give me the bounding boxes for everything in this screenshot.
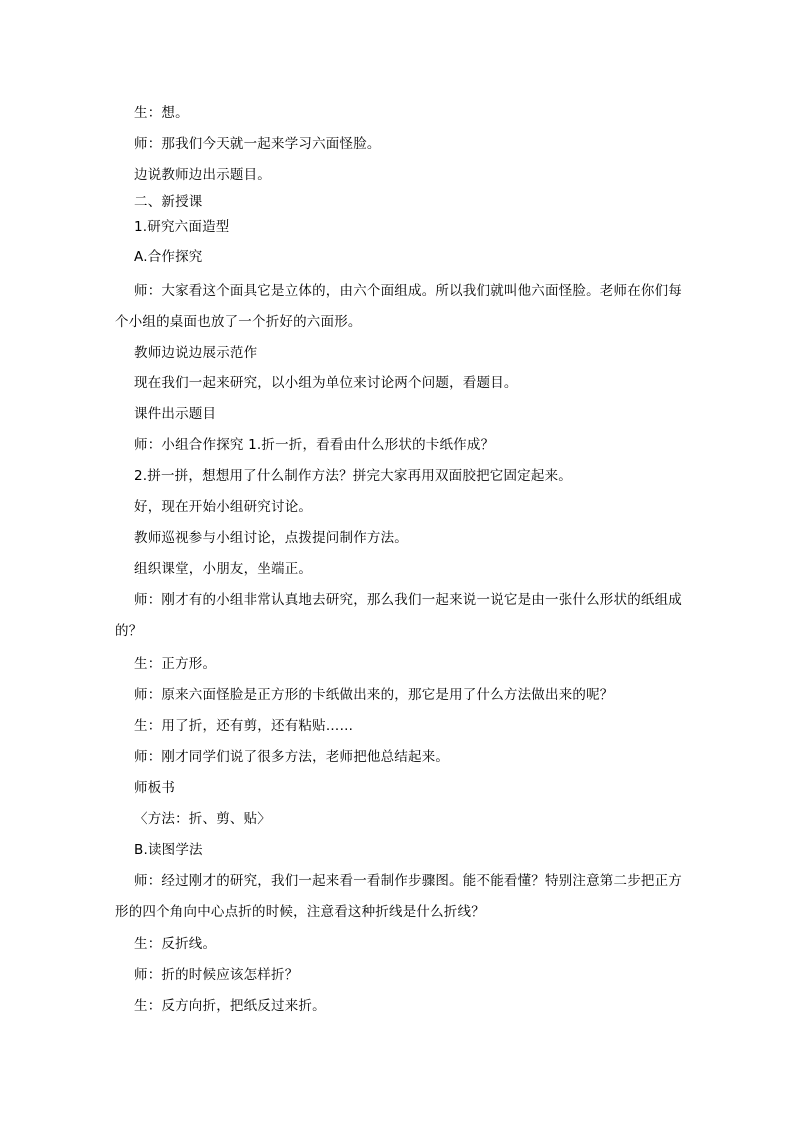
text-line: 师：刚才同学们说了很多方法，老师把他总结起来。 [134,749,450,765]
text-line: 生：反方向折，把纸反过来折。 [134,998,326,1014]
subsection-heading: B.读图学法 [134,842,203,858]
subsection-heading: 1.研究六面造型 [134,219,230,235]
text-line: 生：想。 [134,105,189,121]
text-line: 师：那我们今天就一起来学习六面怪脸。 [134,136,381,152]
text-line: 师：经过刚才的研究，我们一起来看一看制作步骤图。能不能看懂？特别注意第二步把正方 [134,873,682,889]
text-line: 教师巡视参与小组讨论，点拨提问制作方法。 [134,530,408,546]
text-line: 师板书 [134,780,176,796]
text-line: 师：折的时候应该怎样折？ [134,967,299,983]
text-line: 师：原来六面怪脸是正方形的卡纸做出来的，那它是用了什么方法做出来的呢？ [134,687,614,703]
section-heading: 二、新授课 [134,194,203,210]
text-line: 〈方法：折、剪、贴〉 [134,811,271,827]
text-line: 师：大家看这个面具它是立体的，由六个面组成。所以我们就叫他六面怪脸。老师在你们每 [134,283,682,299]
text-line: 生：正方形。 [134,656,217,672]
text-line: 课件出示题目 [134,406,217,422]
text-line: 生：反折线。 [134,936,217,952]
text-line: 的？ [115,623,143,639]
text-line: 师：小组合作探究 1.折一折，看看由什么形状的卡纸作成？ [134,437,495,453]
text-line: 教师边说边展示范作 [134,345,258,361]
text-line: 现在我们一起来研究，以小组为单位来讨论两个问题，看题目。 [134,375,518,391]
text-line: 师：刚才有的小组非常认真地去研究，那么我们一起来说一说它是由一张什么形状的纸组成 [134,592,682,608]
text-line: 2.拼一拼，想想用了什么制作方法？拼完大家再用双面胶把它固定起来。 [134,468,572,484]
text-line: 个小组的桌面也放了一个折好的六面形。 [115,314,362,330]
subsection-heading: A.合作探究 [134,249,203,265]
text-line: 形的四个角向中心点折的时候，注意看这种折线是什么折线？ [115,904,485,920]
text-line: 生：用了折，还有剪，还有粘贴…… [134,718,354,734]
text-line: 好，现在开始小组研究讨论。 [134,499,313,515]
text-line: 组织课堂，小朋友，坐端正。 [134,561,313,577]
text-line: 边说教师边出示题目。 [134,167,271,183]
